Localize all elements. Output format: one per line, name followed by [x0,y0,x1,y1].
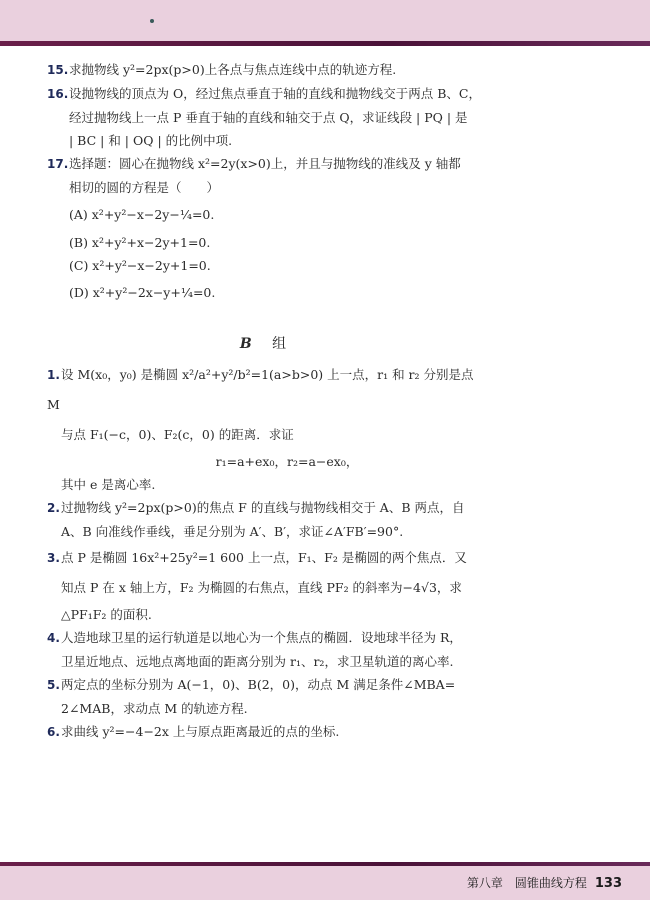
problem-number: 1. [47,368,60,382]
running-footer [467,874,622,891]
problem-text: 求抛物线 y²=2px(p>0)上各点与焦点连线中点的轨迹方程. [69,62,397,77]
problem-number: 5. [47,678,60,692]
chapter-title: 第八章 圆锥曲线方程 [466,876,587,890]
problem-number: 6. [47,725,60,739]
problem-number: 3. [47,551,60,565]
problem-b4 [47,626,487,673]
problem-text: 与点 F₁(−c，0)、F₂(c，0) 的距离．求证 [61,427,294,442]
problem-text: 相切的圆的方程是（ ） [69,180,220,195]
problem-b6 [47,720,487,744]
header-band [0,0,650,41]
problem-text: 两定点的坐标分别为 A(−1，0)、B(2，0)，动点 M 满足条件∠MBA= [61,677,456,692]
problem-text: 过抛物线 y²=2px(p>0)的焦点 F 的直线与抛物线相交于 A、B 两点，自 [61,500,465,515]
problem-16 [47,82,487,152]
formula: r₁=a+ex₀，r₂=a−ex₀， [215,454,359,469]
section-title-group-b [47,333,487,356]
section-letter: B [239,336,260,352]
decorative-dot [150,19,154,23]
problem-text: 知点 P 在 x 轴上方，F₂ 为椭圆的右焦点，直线 PF₂ 的斜率为−4√3，求 [61,580,462,595]
problem-number: 16. [47,87,69,101]
choice-a: (A) x²+y²−x−2y−¼=0. [69,207,215,222]
problem-b3 [47,543,487,626]
problem-text: A、B 向准线作垂线，垂足分别为 A′、B′，求证∠A′FB′=90°. [61,524,404,539]
page-content [47,58,487,744]
problem-b2 [47,496,487,543]
problem-text: 卫星近地点、远地点离地面的距离分别为 r₁、r₂，求卫星轨道的离心率. [61,654,454,669]
problem-text: | BC | 和 | OQ | 的比例中项. [69,133,233,148]
section-word: 组 [272,336,295,352]
choice-b: (B) x²+y²+x−2y+1=0. [69,235,211,250]
header-rule [0,41,650,46]
choice-c: (C) x²+y²−x−2y+1=0. [69,258,211,273]
page-number: 133 [594,876,622,891]
choice-d: (D) x²+y²−2x−y+¼=0. [69,285,216,300]
problem-15 [47,58,487,82]
problem-b1 [47,360,487,496]
problem-text: 选择题：圆心在抛物线 x²=2y(x>0)上，并且与抛物线的准线及 y 轴都 [69,156,461,171]
problem-number: 17. [47,157,69,171]
problem-number: 2. [47,501,60,515]
problem-text: 经过抛物线上一点 P 垂直于轴的直线和轴交于点 Q，求证线段 | PQ | 是 [69,110,468,125]
problem-text: 其中 e 是离心率. [61,477,156,492]
problem-text: 设抛物线的顶点为 O，经过焦点垂直于轴的直线和抛物线交于两点 B、C， [69,86,481,101]
problem-text: 设 M(x₀，y₀) 是椭圆 x²/a²+y²/b²=1(a>b>0) 上一点，r₁ 和 r₂ 分别是点 M [47,367,474,412]
problem-text: △PF₁F₂ 的面积. [61,607,152,622]
footer-band [0,866,650,900]
problem-number: 15. [47,63,69,77]
problem-text: 点 P 是椭圆 16x²+25y²=1 600 上一点，F₁、F₂ 是椭圆的两个焦点．又 [61,550,467,565]
problem-text: 人造地球卫星的运行轨道是以地心为一个焦点的椭圆．设地球半径为 R， [61,630,462,645]
problem-text: 求曲线 y²=−4−2x 上与原点距离最近的点的坐标. [61,724,340,739]
problem-17 [47,152,487,309]
problem-text: 2∠MAB，求动点 M 的轨迹方程. [61,701,248,716]
problem-b5 [47,673,487,720]
problem-number: 4. [47,631,60,645]
